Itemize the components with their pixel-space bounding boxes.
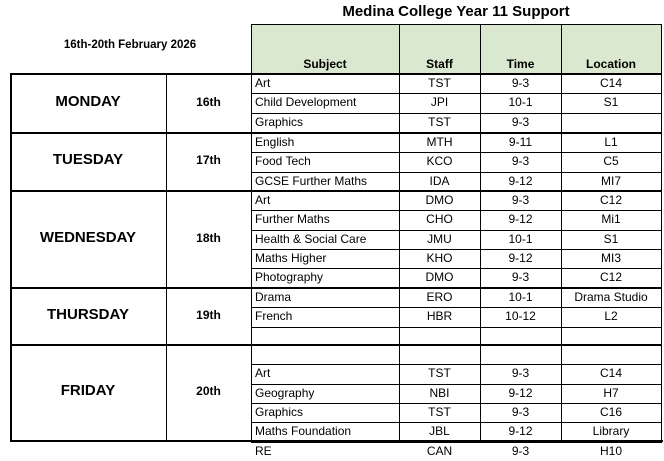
cell-time: 9-3 [511,154,530,169]
cell-subject: Photography [255,270,324,285]
page-title: Medina College Year 11 Support [342,3,570,20]
cell-location: MI3 [600,250,621,265]
cell-staff: IDA [429,173,450,188]
cell-staff: TST [428,76,451,90]
header-location: Location [586,57,636,71]
cell-staff: TST [428,404,451,419]
grid-line [10,344,662,346]
cell-subject: Food Tech [255,154,311,169]
header-time: Time [506,57,535,71]
cell-location: H7 [603,385,619,400]
cell-subject: Art [255,76,271,90]
cell-location: H10 [599,443,622,458]
cell-staff: KHO [426,250,453,265]
cell-time: 9-3 [511,76,530,90]
cell-staff: MTH [426,135,453,149]
cell-subject: Child Development [255,95,357,110]
day-date: 20th [196,384,221,398]
cell-subject: Maths Higher [255,250,327,265]
day-tuesday: TUESDAY [52,151,124,168]
cell-time: 9-12 [508,250,533,265]
grid-line [399,24,400,73]
cell-time: 9-12 [508,173,533,188]
grid-line [251,73,252,441]
cell-time: 9-3 [511,366,530,381]
cell-time: 9-12 [508,424,533,439]
grid-line [251,327,662,328]
cell-staff: KCO [426,154,453,169]
day-date: 18th [196,230,221,245]
cell-time: 10-1 [508,290,533,304]
cell-location: C12 [599,270,622,285]
cell-location: S1 [603,95,619,110]
grid-line [480,24,481,73]
cell-location: MI7 [600,173,621,188]
cell-time: 9-3 [511,193,530,207]
header-subject: Subject [303,57,347,71]
cell-time: 9-12 [508,385,533,400]
cell-subject: Art [255,366,271,381]
cell-subject: Health & Social Care [255,231,367,246]
cell-staff: DMO [425,270,454,285]
cell-time: 9-3 [511,270,530,285]
cell-location: C5 [603,154,619,169]
header-staff: Staff [426,57,453,71]
cell-time: 9-11 [508,135,533,149]
cell-time: 10-1 [508,95,533,110]
cell-subject: GCSE Further Maths [255,173,368,188]
cell-time: 9-3 [511,404,530,419]
cell-location: Mi1 [601,212,621,227]
cell-staff: CAN [426,443,453,458]
cell-subject: Graphics [255,114,304,129]
day-thursday: THURSDAY [47,305,129,323]
cell-time: 10-1 [508,231,533,246]
cell-time: 9-3 [511,443,530,458]
cell-location: Drama Studio [574,290,648,304]
grid-line [251,24,662,25]
cell-location: C12 [599,193,622,207]
cell-staff: DMO [425,193,454,207]
cell-staff: JBL [429,424,450,439]
cell-location: L1 [604,135,618,149]
cell-location: S1 [603,231,619,246]
grid-line [661,24,662,73]
cell-time: 9-3 [511,114,530,129]
cell-staff: HBR [426,309,453,324]
cell-location: C14 [599,76,622,90]
day-friday: FRIDAY [60,382,116,399]
grid-line [661,73,662,441]
cell-subject: French [255,309,293,324]
cell-subject: English [255,135,295,149]
grid-line [561,24,562,73]
cell-subject: Art [255,193,271,207]
cell-location: C16 [599,404,622,419]
cell-subject: Geography [255,385,315,400]
cell-staff: CHO [426,212,453,227]
cell-staff: TST [428,366,451,381]
cell-subject: RE [255,443,272,458]
cell-time: 10-12 [505,309,536,324]
cell-subject: Graphics [255,404,304,419]
cell-time: 9-12 [508,212,533,227]
cell-subject: Drama [255,290,292,304]
date-range: 16th-20th February 2026 [63,39,197,51]
cell-staff: TST [428,114,451,129]
grid-line [251,24,252,73]
cell-subject: Maths Foundation [255,424,352,439]
cell-subject: Further Maths [255,212,330,227]
day-monday: MONDAY [55,92,121,110]
day-wednesday: WEDNESDAY [39,228,137,246]
cell-staff: ERO [426,290,453,304]
day-date: 19th [196,307,221,322]
header-row [251,24,661,73]
cell-location: C14 [599,366,622,381]
cell-location: L2 [604,309,618,324]
day-date: 17th [196,153,221,167]
day-date: 16th [196,94,221,109]
cell-staff: JMU [427,231,452,246]
cell-staff: JPI [430,95,449,110]
cell-location: Library [592,424,630,439]
cell-staff: NBI [429,385,450,400]
